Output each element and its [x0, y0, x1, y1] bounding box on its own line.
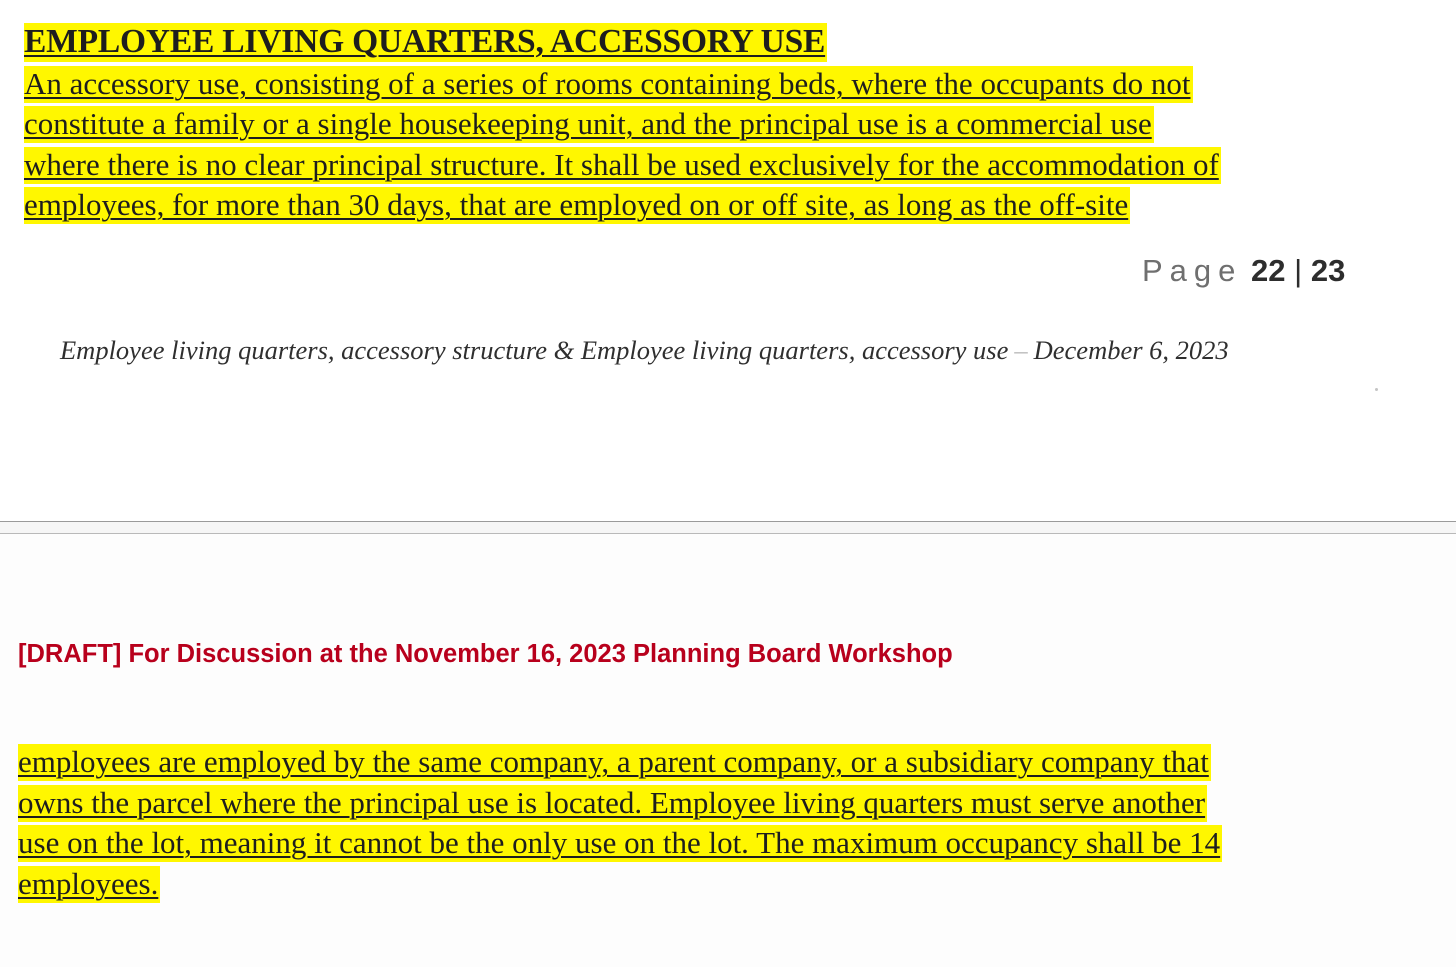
paragraph-line-3-text: where there is no clear principal structure. It shall be used exclusively for the accommodation of [24, 147, 1219, 182]
continued-line-4 [18, 864, 160, 904]
continued-line-2-text: owns the parcel where the principal use is located. Employee living quarters must serve another [18, 785, 1206, 820]
paragraph-line-1-text: An accessory use, consisting of a series of rooms containing beds, where the occupants do not [24, 66, 1191, 101]
footer-title: Employee living quarters, accessory structure & Employee living quarters, accessory use [60, 335, 1009, 365]
page-footer [60, 332, 1229, 368]
footer-dash: – [1014, 335, 1028, 365]
continued-line-1 [18, 742, 1211, 782]
footer-date: December 6, 2023 [1033, 335, 1229, 365]
paragraph-line-2 [24, 104, 1154, 144]
section-heading [24, 20, 827, 64]
continued-line-3 [18, 823, 1222, 863]
heading-text: EMPLOYEE LIVING QUARTERS, ACCESSORY USE [24, 23, 826, 60]
paragraph-line-3 [24, 145, 1221, 185]
page-label: Page [1142, 253, 1243, 288]
page-break-divider [0, 521, 1456, 534]
scan-speck [1375, 388, 1378, 391]
continued-line-4-text: employees. [18, 866, 159, 901]
paragraph-line-1 [24, 64, 1193, 104]
continued-line-2 [18, 783, 1207, 823]
continued-line-1-text: employees are employed by the same company, a parent company, or a subsidiary company that [18, 744, 1209, 779]
page-total: 23 [1310, 253, 1346, 288]
page-number [1142, 252, 1345, 290]
page-separator: | [1294, 253, 1303, 288]
paragraph-line-4-text: employees, for more than 30 days, that are employed on or off site, as long as the off-site [24, 187, 1129, 222]
continued-line-3-text: use on the lot, meaning it cannot be the only use on the lot. The maximum occupancy shall be 14 [18, 825, 1221, 860]
paragraph-line-4 [24, 185, 1130, 225]
page-current: 22 [1251, 253, 1286, 288]
paragraph-line-2-text: constitute a family or a single housekeeping unit, and the principal use is a commercial use [24, 106, 1152, 141]
draft-header: [DRAFT] For Discussion at the November 16, 2023 Planning Board Workshop [18, 640, 953, 668]
